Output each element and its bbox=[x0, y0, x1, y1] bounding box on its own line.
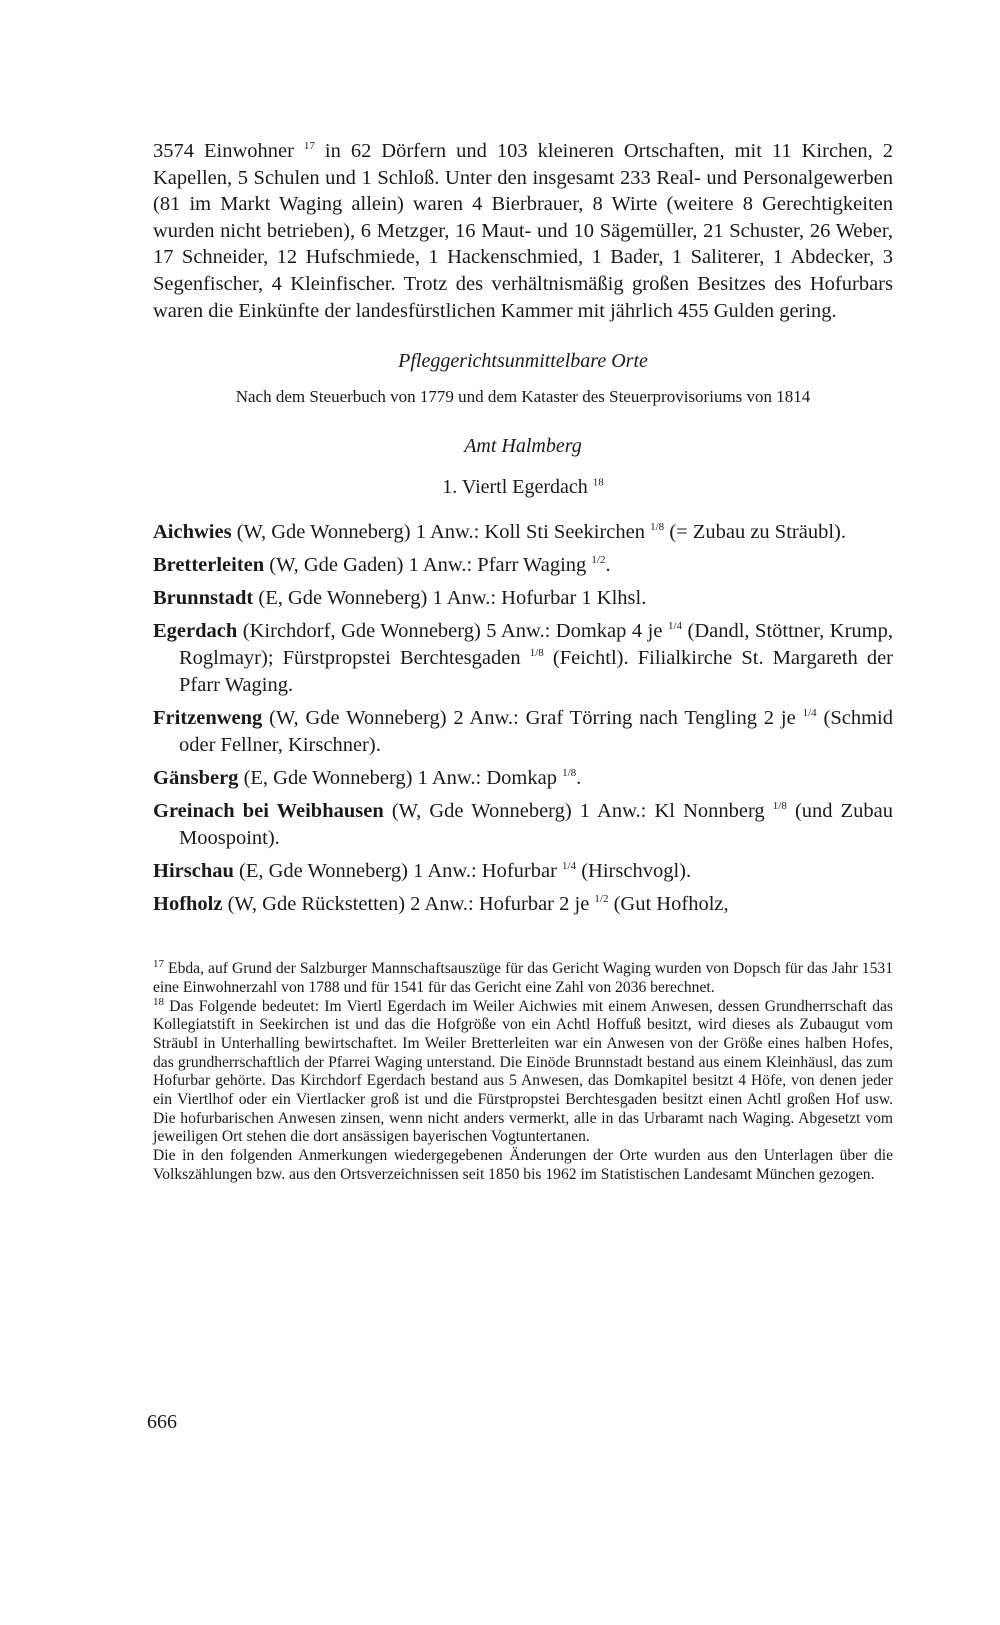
place-name: Bretterleiten bbox=[153, 554, 265, 577]
place-entries bbox=[153, 519, 893, 918]
section-subtitle: Nach dem Steuerbuch von 1779 und dem Kataster des Steuerprovisoriums von 1814 bbox=[235, 387, 811, 407]
place-name: Hofholz bbox=[153, 893, 223, 916]
footnote-ref-17: 17 bbox=[303, 140, 315, 153]
amt-title: Amt Halmberg bbox=[464, 435, 582, 458]
entry-text: (und Zubau Moospoint). bbox=[179, 800, 893, 850]
footnotes bbox=[153, 957, 893, 1184]
page-body bbox=[153, 138, 893, 1185]
fraction: 1/8 bbox=[529, 647, 544, 660]
place-entry bbox=[153, 891, 893, 918]
place-name: Hirschau bbox=[153, 860, 234, 883]
place-entry bbox=[153, 705, 893, 759]
footnote-number: 17 bbox=[153, 957, 164, 970]
fraction: 1/8 bbox=[772, 800, 787, 813]
entry-text: (E, Gde Wonneberg) 1 Anw.: Hofurbar bbox=[233, 860, 563, 883]
fraction: 1/4 bbox=[802, 707, 817, 720]
place-entry bbox=[153, 552, 893, 579]
fraction: 1/2 bbox=[594, 893, 609, 906]
intro-text-rest: in 62 Dörfern und 103 kleineren Ortschaften, mit 11 Kirchen, 2 Kapellen, 5 Schulen und 1 Schloß. Unter den insgesamt 233 Real- und Personalgewerben (81 im Markt Waging allein) waren 4 Bierbrauer, 8 Wirte (weitere 8 Gerechtigkeiten wurden nicht betrieben), 6 Metzger, 16 Maut- und 10 Sägemüller, 21 Schuster, 26 Weber, 17 Schneider, 12 Hufschmiede, 1 Hackenschmied, 1 Bader, 1 Saliterer, 1 Abdecker, 3 Segenfischer, 4 Kleinfischer. Trotz des verhältnismäßig großen Besitzes des Hofurbars waren die Einkünfte der landesfürstlichen Kammer mit jährlich 455 Gulden gering. bbox=[153, 140, 894, 322]
viertl-label: 1. Viertl Egerdach bbox=[442, 476, 588, 499]
entry-text: (W, Gde Rückstetten) 2 Anw.: Hofurbar 2 je bbox=[222, 893, 595, 916]
fraction: 1/8 bbox=[562, 767, 577, 780]
entry-text: (= Zubau zu Sträubl). bbox=[664, 521, 846, 544]
entry-text: (W, Gde Wonneberg) 2 Anw.: Graf Törring nach Tengling 2 je bbox=[262, 707, 803, 730]
fraction: 1/2 bbox=[591, 554, 606, 567]
entry-text: (Schmid oder Fellner, Kirschner). bbox=[179, 707, 893, 757]
entry-text: (E, Gde Wonneberg) 1 Anw.: Hofurbar 1 Klhsl. bbox=[253, 587, 647, 610]
page-number: 666 bbox=[147, 1411, 177, 1433]
entry-text: . bbox=[576, 767, 582, 790]
entry-text: . bbox=[605, 554, 611, 577]
fraction: 1/8 bbox=[650, 521, 665, 534]
entry-text: (Kirchdorf, Gde Wonneberg) 5 Anw.: Domkap 4 je bbox=[237, 620, 668, 643]
entry-text: (E, Gde Wonneberg) 1 Anw.: Domkap bbox=[238, 767, 563, 790]
intro-paragraph bbox=[153, 138, 893, 324]
place-entry bbox=[153, 618, 893, 699]
entry-text: (Gut Hofholz, bbox=[608, 893, 729, 916]
footnote-text: Das Folgende bedeutet: Im Viertl Egerdach im Weiler Aichwies mit einem Anwesen, dessen Grundherrschaft das Kollegiatstift in Seekirchen ist und das die Hofgröße von ein Achtl Hoffuß besitzt, wird dieses als Zubaugut vom Sträubl in Unterhalling bewirtschaftet. Im Weiler Bretterleiten war ein Anwesen von der Größe eines halben Hofes, das grundherrschaftlich der Pfarrei Waging unterstand. Die Einöde Brunnstadt bestand aus einem Kleinhäusl, das zum Hofurbar gehörte. Das Kirchdorf Egerdach bestand aus 5 Anwesen, das Domkapitel besitzt 4 Höfe, von denen jeder ein Viertlhof oder ein Viertlacker groß ist und die Fürstpropstei Berchtesgaden besitzt einen Achtl großen Hof usw. Die hofurbarischen Anwesen zinsen, wenn nicht anders vermerkt, alle in das Urbaramt nach Waging. Abgesetzt vom jeweiligen Ort stehen die dort ansässigen bayerischen Vogtuntertanen. bbox=[153, 997, 893, 1146]
section-title: Pfleggerichtsunmittelbare Orte bbox=[398, 350, 648, 373]
place-entry bbox=[153, 858, 893, 885]
footnote-text: Die in den folgenden Anmerkungen wiedergegebenen Änderungen der Orte wurden aus den Unterlagen über die Volkszählungen bzw. aus den Ortsverzeichnissen seit 1850 bis 1962 im Statistischen Landesamt München gezogen. bbox=[153, 1147, 893, 1183]
footnote bbox=[153, 957, 893, 997]
entry-text: (Hirschvogl). bbox=[576, 860, 692, 883]
viertl-heading bbox=[153, 476, 893, 499]
place-entry bbox=[153, 585, 893, 612]
footnote-ref-18: 18 bbox=[592, 476, 604, 489]
place-name: Greinach bei Weibhausen bbox=[153, 800, 384, 823]
footnote-number: 18 bbox=[153, 995, 164, 1008]
fraction: 1/4 bbox=[562, 860, 577, 873]
entry-text: (W, Gde Wonneberg) 1 Anw.: Kl Nonnberg bbox=[383, 800, 773, 823]
place-name: Fritzenweng bbox=[153, 707, 263, 730]
place-entry bbox=[153, 765, 893, 792]
place-name: Brunnstadt bbox=[153, 587, 254, 610]
entry-text: (Feichtl). Filialkirche St. Margareth der Pfarr Waging. bbox=[179, 647, 893, 697]
entry-text: (W, Gde Wonneberg) 1 Anw.: Koll Sti Seekirchen bbox=[231, 521, 651, 544]
place-name: Gänsberg bbox=[153, 767, 239, 790]
entry-text: (W, Gde Gaden) 1 Anw.: Pfarr Waging bbox=[264, 554, 592, 577]
entry-text: (Dandl, Stöttner, Krump, Roglmayr); Fürstpropstei Berchtesgaden bbox=[179, 620, 893, 670]
footnote-text: Ebda, auf Grund der Salzburger Mannschaftsauszüge für das Gericht Waging wurden von Dopsch für das Jahr 1531 eine Einwohnerzahl von 1788 und für 1541 für das Gericht eine Zahl von 2036 berechnet. bbox=[153, 960, 893, 996]
intro-text-start: 3574 Einwohner bbox=[153, 140, 294, 162]
footnote bbox=[153, 995, 893, 1148]
fraction: 1/4 bbox=[667, 620, 682, 633]
footnote bbox=[153, 1147, 893, 1184]
place-name: Egerdach bbox=[153, 620, 238, 643]
place-entry bbox=[153, 519, 893, 546]
place-entry bbox=[153, 798, 893, 852]
place-name: Aichwies bbox=[153, 521, 232, 544]
